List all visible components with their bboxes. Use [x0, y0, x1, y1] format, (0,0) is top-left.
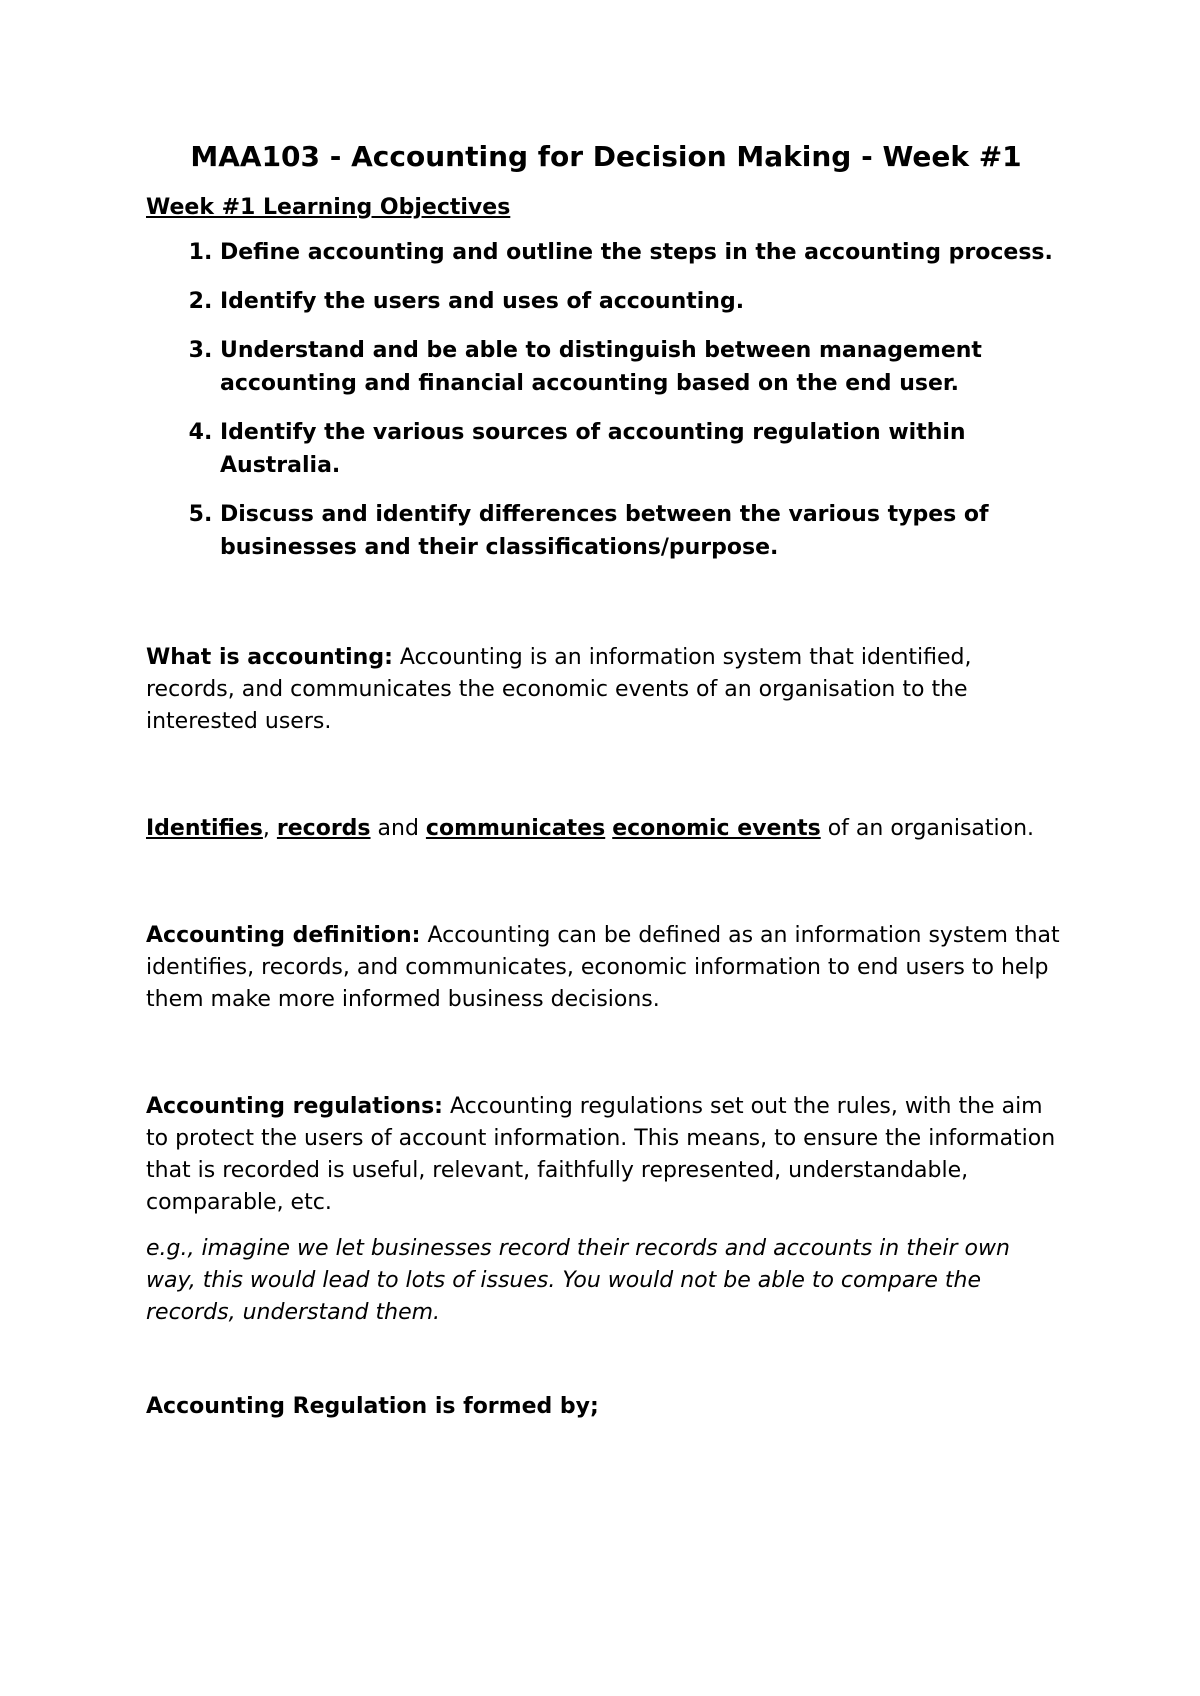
- spacer: [146, 738, 1066, 813]
- keywords-paragraph: [146, 813, 1066, 845]
- keyword-comma: ,: [262, 816, 270, 841]
- regulations-paragraph: [146, 1091, 1066, 1219]
- spacer: [146, 1329, 1066, 1391]
- regulations-label: Accounting regulations:: [146, 1094, 443, 1119]
- objectives-list: [146, 236, 1066, 564]
- regulations-text: Accounting regulations set out the rules, with the aim to protect the users of account information. This means, to ensure the information that is recorded is useful, relevant, faithfully represented, understandable, comparable, etc.: [146, 1094, 1056, 1215]
- page-title: MAA103 - Accounting for Decision Making - Week #1: [190, 140, 1022, 173]
- list-item: 4. Identify the various sources of accounting regulation within Australia.: [220, 416, 1066, 482]
- list-item: 1. Define accounting and outline the steps in the accounting process.: [220, 236, 1066, 269]
- list-item: 3. Understand and be able to distinguish between management accounting and financial accounting based on the end user.: [220, 334, 1066, 400]
- keyword-identifies: Identifies: [146, 816, 263, 841]
- keyword-records: records: [276, 816, 371, 841]
- document-page: [146, 140, 1066, 1423]
- what-is-accounting-label: What is accounting:: [146, 645, 393, 670]
- what-is-accounting-paragraph: [146, 642, 1066, 738]
- list-item: 2. Identify the users and uses of accounting.: [220, 285, 1066, 318]
- spacer: [146, 845, 1066, 920]
- definition-label: Accounting definition:: [146, 923, 421, 948]
- what-is-accounting-text: Accounting is an information system that identified, records, and communicates the economic events of an organisation to the interested users.: [146, 645, 972, 734]
- example-paragraph: e.g., imagine we let businesses record their records and accounts in their own way, this would lead to lots of issues. You would not be able to compare the records, understand them.: [146, 1236, 1010, 1325]
- keyword-communicates: communicates: [425, 816, 606, 841]
- regulation-formed-heading: Accounting Regulation is formed by;: [146, 1394, 599, 1419]
- keyword-economic-events: economic events: [612, 816, 821, 841]
- spacer: [146, 580, 1066, 642]
- spacer: [146, 1219, 1066, 1233]
- definition-paragraph: [146, 920, 1066, 1016]
- keywords-tail: of an organisation.: [827, 816, 1035, 841]
- list-item: 5. Discuss and identify differences between the various types of businesses and their classifications/purpose.: [220, 498, 1066, 564]
- objectives-heading: Week #1 Learning Objectives: [146, 195, 511, 220]
- spacer: [146, 1016, 1066, 1091]
- keyword-and: and: [377, 816, 419, 841]
- definition-text: Accounting can be defined as an information system that identifies, records, and communicates, economic information to end users to help them make more informed business decisions.: [146, 923, 1060, 1012]
